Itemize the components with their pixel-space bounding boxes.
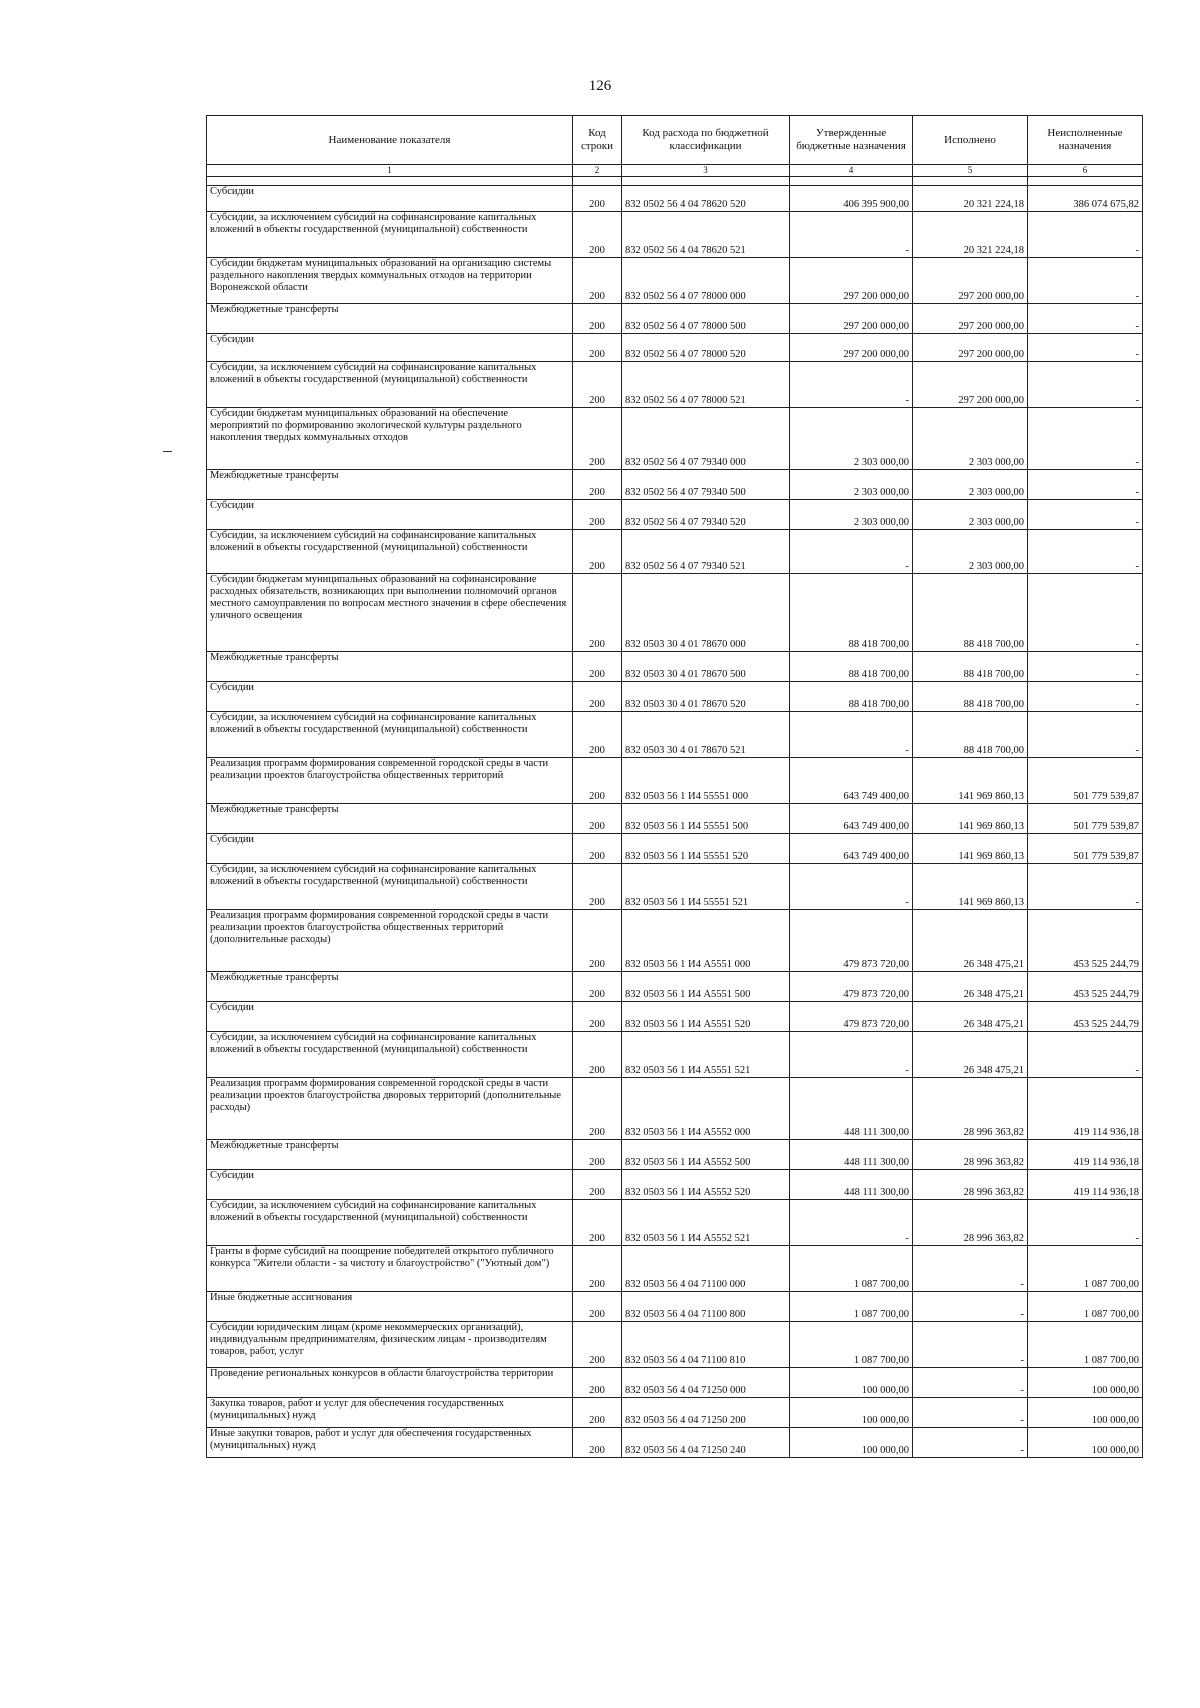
indicator-name-cell: Субсидии бюджетам муниципальных образований на обеспечение мероприятий по формированию экологической культуры раздельного накопления твердых коммунальных отходов xyxy=(207,408,573,470)
executed-amount-cell: 88 418 700,00 xyxy=(913,682,1028,712)
approved-amount-cell: 479 873 720,00 xyxy=(790,1002,913,1032)
approved-amount-cell: 88 418 700,00 xyxy=(790,682,913,712)
row-code-cell: 200 xyxy=(573,530,622,574)
table-row xyxy=(207,334,1143,362)
budget-code-cell: 832 0503 56 4 04 71100 800 xyxy=(622,1292,790,1322)
executed-amount-cell: 2 303 000,00 xyxy=(913,470,1028,500)
executed-amount-cell: - xyxy=(913,1292,1028,1322)
remaining-amount-cell: - xyxy=(1028,500,1143,530)
approved-amount-cell: 643 749 400,00 xyxy=(790,804,913,834)
indicator-name-cell: Субсидии xyxy=(207,500,573,530)
budget-code-cell: 832 0503 56 1 И4 55551 000 xyxy=(622,758,790,804)
remaining-amount-cell: 1 087 700,00 xyxy=(1028,1322,1143,1368)
budget-code-cell: 832 0502 56 4 07 79340 500 xyxy=(622,470,790,500)
executed-amount-cell: - xyxy=(913,1322,1028,1368)
remaining-amount-cell: - xyxy=(1028,1200,1143,1246)
executed-amount-cell: 26 348 475,21 xyxy=(913,972,1028,1002)
table-row xyxy=(207,304,1143,334)
table-row xyxy=(207,682,1143,712)
budget-code-cell: 832 0503 56 1 И4 А5551 521 xyxy=(622,1032,790,1078)
remaining-amount-cell: - xyxy=(1028,652,1143,682)
indicator-name-cell: Межбюджетные трансферты xyxy=(207,972,573,1002)
budget-code-cell: 832 0503 56 4 04 71250 200 xyxy=(622,1398,790,1428)
header-approved: Утвержденные бюджетные назначения xyxy=(790,116,913,165)
table-row xyxy=(207,258,1143,304)
table-row xyxy=(207,500,1143,530)
row-code-cell: 200 xyxy=(573,834,622,864)
executed-amount-cell: 297 200 000,00 xyxy=(913,258,1028,304)
indicator-name-cell: Реализация программ формирования современной городской среды в части реализации проектов благоустройства общественных территорий xyxy=(207,758,573,804)
indicator-name-cell: Межбюджетные трансферты xyxy=(207,804,573,834)
margin-mark xyxy=(163,451,172,452)
approved-amount-cell: 100 000,00 xyxy=(790,1368,913,1398)
table-row xyxy=(207,972,1143,1002)
remaining-amount-cell: 453 525 244,79 xyxy=(1028,1002,1143,1032)
table-row xyxy=(207,1428,1143,1458)
table-row xyxy=(207,470,1143,500)
budget-code-cell: 832 0503 56 1 И4 55551 520 xyxy=(622,834,790,864)
indicator-name-cell: Межбюджетные трансферты xyxy=(207,1140,573,1170)
row-code-cell: 200 xyxy=(573,408,622,470)
budget-code-cell: 832 0502 56 4 07 79340 520 xyxy=(622,500,790,530)
remaining-amount-cell: - xyxy=(1028,530,1143,574)
page-number: 126 xyxy=(588,78,612,94)
remaining-amount-cell: 100 000,00 xyxy=(1028,1368,1143,1398)
indicator-name-cell: Субсидии, за исключением субсидий на софинансирование капитальных вложений в объекты государственной (муниципальной) собственности xyxy=(207,1200,573,1246)
header-indicator-name: Наименование показателя xyxy=(207,116,573,165)
remaining-amount-cell: - xyxy=(1028,712,1143,758)
column-number: 1 xyxy=(207,165,573,177)
executed-amount-cell: 26 348 475,21 xyxy=(913,1032,1028,1078)
indicator-name-cell: Иные бюджетные ассигнования xyxy=(207,1292,573,1322)
approved-amount-cell: 479 873 720,00 xyxy=(790,910,913,972)
row-code-cell: 200 xyxy=(573,1002,622,1032)
column-number: 4 xyxy=(790,165,913,177)
budget-code-cell: 832 0502 56 4 07 78000 520 xyxy=(622,334,790,362)
row-code-cell: 200 xyxy=(573,1246,622,1292)
approved-amount-cell: 2 303 000,00 xyxy=(790,408,913,470)
budget-code-cell: 832 0502 56 4 07 78000 521 xyxy=(622,362,790,408)
executed-amount-cell: 26 348 475,21 xyxy=(913,1002,1028,1032)
indicator-name-cell: Субсидии бюджетам муниципальных образований на софинансирование расходных обязательств, возникающих при выполнении полномочий органов местного самоуправления по вопросам местного значения в сфере обеспечения уличного освещения xyxy=(207,574,573,652)
row-code-cell: 200 xyxy=(573,1140,622,1170)
budget-code-cell: 832 0503 30 4 01 78670 000 xyxy=(622,574,790,652)
table-row xyxy=(207,186,1143,212)
row-code-cell: 200 xyxy=(573,334,622,362)
row-code-cell: 200 xyxy=(573,470,622,500)
budget-code-cell: 832 0503 30 4 01 78670 521 xyxy=(622,712,790,758)
row-code-cell: 200 xyxy=(573,1032,622,1078)
indicator-name-cell: Проведение региональных конкурсов в области благоустройства территории xyxy=(207,1368,573,1398)
approved-amount-cell: 643 749 400,00 xyxy=(790,834,913,864)
indicator-name-cell: Субсидии, за исключением субсидий на софинансирование капитальных вложений в объекты государственной (муниципальной) собственности xyxy=(207,212,573,258)
approved-amount-cell: 2 303 000,00 xyxy=(790,470,913,500)
table-row xyxy=(207,1170,1143,1200)
approved-amount-cell: 479 873 720,00 xyxy=(790,972,913,1002)
executed-amount-cell: 141 969 860,13 xyxy=(913,758,1028,804)
indicator-name-cell: Субсидии, за исключением субсидий на софинансирование капитальных вложений в объекты государственной (муниципальной) собственности xyxy=(207,712,573,758)
remaining-amount-cell: - xyxy=(1028,362,1143,408)
table-row xyxy=(207,212,1143,258)
remaining-amount-cell: 1 087 700,00 xyxy=(1028,1292,1143,1322)
remaining-amount-cell: - xyxy=(1028,408,1143,470)
budget-execution-table xyxy=(206,115,1143,1458)
budget-code-cell: 832 0503 56 4 04 71250 000 xyxy=(622,1368,790,1398)
budget-code-cell: 832 0503 56 1 И4 А5551 500 xyxy=(622,972,790,1002)
table-row xyxy=(207,408,1143,470)
indicator-name-cell: Субсидии бюджетам муниципальных образований на организацию системы раздельного накопления твердых коммунальных отходов на территории Воронежской области xyxy=(207,258,573,304)
table-row xyxy=(207,1140,1143,1170)
executed-amount-cell: 2 303 000,00 xyxy=(913,408,1028,470)
table-row xyxy=(207,1292,1143,1322)
table-row xyxy=(207,1398,1143,1428)
indicator-name-cell: Субсидии xyxy=(207,1002,573,1032)
budget-code-cell: 832 0503 56 1 И4 А5552 000 xyxy=(622,1078,790,1140)
approved-amount-cell: - xyxy=(790,864,913,910)
row-code-cell: 200 xyxy=(573,1200,622,1246)
approved-amount-cell: 1 087 700,00 xyxy=(790,1322,913,1368)
executed-amount-cell: 2 303 000,00 xyxy=(913,500,1028,530)
table-row xyxy=(207,530,1143,574)
executed-amount-cell: 26 348 475,21 xyxy=(913,910,1028,972)
executed-amount-cell: 297 200 000,00 xyxy=(913,334,1028,362)
executed-amount-cell: 297 200 000,00 xyxy=(913,304,1028,334)
column-number: 6 xyxy=(1028,165,1143,177)
row-code-cell: 200 xyxy=(573,574,622,652)
approved-amount-cell: 88 418 700,00 xyxy=(790,652,913,682)
row-code-cell: 200 xyxy=(573,1292,622,1322)
approved-amount-cell: 643 749 400,00 xyxy=(790,758,913,804)
indicator-name-cell: Субсидии, за исключением субсидий на софинансирование капитальных вложений в объекты государственной (муниципальной) собственности xyxy=(207,362,573,408)
indicator-name-cell: Субсидии xyxy=(207,834,573,864)
row-code-cell: 200 xyxy=(573,1170,622,1200)
remaining-amount-cell: - xyxy=(1028,304,1143,334)
table-row xyxy=(207,362,1143,408)
executed-amount-cell: 28 996 363,82 xyxy=(913,1200,1028,1246)
remaining-amount-cell: 100 000,00 xyxy=(1028,1428,1143,1458)
indicator-name-cell: Субсидии, за исключением субсидий на софинансирование капитальных вложений в объекты государственной (муниципальной) собственности xyxy=(207,530,573,574)
executed-amount-cell: 88 418 700,00 xyxy=(913,574,1028,652)
approved-amount-cell: 406 395 900,00 xyxy=(790,186,913,212)
remaining-amount-cell: 501 779 539,87 xyxy=(1028,758,1143,804)
executed-amount-cell: 88 418 700,00 xyxy=(913,652,1028,682)
table-row xyxy=(207,1032,1143,1078)
header-budget-code: Код расхода по бюджетной классификации xyxy=(622,116,790,165)
executed-amount-cell: 20 321 224,18 xyxy=(913,186,1028,212)
approved-amount-cell: 448 111 300,00 xyxy=(790,1140,913,1170)
approved-amount-cell: 100 000,00 xyxy=(790,1428,913,1458)
executed-amount-cell: - xyxy=(913,1428,1028,1458)
row-code-cell: 200 xyxy=(573,758,622,804)
column-number: 5 xyxy=(913,165,1028,177)
indicator-name-cell: Межбюджетные трансферты xyxy=(207,652,573,682)
remaining-amount-cell: 453 525 244,79 xyxy=(1028,910,1143,972)
executed-amount-cell: 28 996 363,82 xyxy=(913,1140,1028,1170)
table-row xyxy=(207,1078,1143,1140)
executed-amount-cell: 141 969 860,13 xyxy=(913,834,1028,864)
table-row xyxy=(207,864,1143,910)
budget-code-cell: 832 0502 56 4 07 78000 500 xyxy=(622,304,790,334)
row-code-cell: 200 xyxy=(573,304,622,334)
row-code-cell: 200 xyxy=(573,864,622,910)
approved-amount-cell: - xyxy=(790,362,913,408)
indicator-name-cell: Иные закупки товаров, работ и услуг для обеспечения государственных (муниципальных) нужд xyxy=(207,1428,573,1458)
executed-amount-cell: 28 996 363,82 xyxy=(913,1078,1028,1140)
row-code-cell: 200 xyxy=(573,972,622,1002)
column-number: 3 xyxy=(622,165,790,177)
approved-amount-cell: - xyxy=(790,712,913,758)
remaining-amount-cell: 453 525 244,79 xyxy=(1028,972,1143,1002)
row-code-cell: 200 xyxy=(573,362,622,408)
approved-amount-cell: 297 200 000,00 xyxy=(790,334,913,362)
remaining-amount-cell: 501 779 539,87 xyxy=(1028,804,1143,834)
table-row xyxy=(207,1368,1143,1398)
budget-code-cell: 832 0503 30 4 01 78670 500 xyxy=(622,652,790,682)
row-code-cell: 200 xyxy=(573,804,622,834)
row-code-cell: 200 xyxy=(573,1078,622,1140)
table-row xyxy=(207,758,1143,804)
row-code-cell: 200 xyxy=(573,1322,622,1368)
indicator-name-cell: Реализация программ формирования современной городской среды в части реализации проектов благоустройства дворовых территорий (дополнительные расходы) xyxy=(207,1078,573,1140)
approved-amount-cell: - xyxy=(790,212,913,258)
remaining-amount-cell: - xyxy=(1028,212,1143,258)
indicator-name-cell: Субсидии xyxy=(207,682,573,712)
remaining-amount-cell: 419 114 936,18 xyxy=(1028,1170,1143,1200)
remaining-amount-cell: 386 074 675,82 xyxy=(1028,186,1143,212)
approved-amount-cell: 88 418 700,00 xyxy=(790,574,913,652)
row-code-cell: 200 xyxy=(573,682,622,712)
budget-code-cell: 832 0503 56 4 04 71100 810 xyxy=(622,1322,790,1368)
approved-amount-cell: - xyxy=(790,1032,913,1078)
table-row xyxy=(207,1246,1143,1292)
executed-amount-cell: 141 969 860,13 xyxy=(913,804,1028,834)
table-row xyxy=(207,574,1143,652)
indicator-name-cell: Межбюджетные трансферты xyxy=(207,304,573,334)
indicator-name-cell: Субсидии xyxy=(207,1170,573,1200)
header-remaining: Неисполненные назначения xyxy=(1028,116,1143,165)
row-code-cell: 200 xyxy=(573,1368,622,1398)
remaining-amount-cell: 1 087 700,00 xyxy=(1028,1246,1143,1292)
budget-code-cell: 832 0503 30 4 01 78670 520 xyxy=(622,682,790,712)
executed-amount-cell: - xyxy=(913,1246,1028,1292)
row-code-cell: 200 xyxy=(573,500,622,530)
budget-code-cell: 832 0503 56 4 04 71250 240 xyxy=(622,1428,790,1458)
row-code-cell: 200 xyxy=(573,1428,622,1458)
header-executed: Исполнено xyxy=(913,116,1028,165)
row-code-cell: 200 xyxy=(573,1398,622,1428)
budget-code-cell: 832 0503 56 1 И4 А5552 500 xyxy=(622,1140,790,1170)
budget-code-cell: 832 0503 56 1 И4 А5552 521 xyxy=(622,1200,790,1246)
remaining-amount-cell: - xyxy=(1028,574,1143,652)
row-code-cell: 200 xyxy=(573,910,622,972)
budget-code-cell: 832 0502 56 4 04 78620 521 xyxy=(622,212,790,258)
approved-amount-cell: 1 087 700,00 xyxy=(790,1246,913,1292)
row-code-cell: 200 xyxy=(573,258,622,304)
header-spacer xyxy=(207,177,1143,186)
executed-amount-cell: - xyxy=(913,1398,1028,1428)
remaining-amount-cell: - xyxy=(1028,258,1143,304)
budget-code-cell: 832 0502 56 4 07 79340 521 xyxy=(622,530,790,574)
indicator-name-cell: Межбюджетные трансферты xyxy=(207,470,573,500)
column-number: 2 xyxy=(573,165,622,177)
row-code-cell: 200 xyxy=(573,186,622,212)
remaining-amount-cell: - xyxy=(1028,334,1143,362)
indicator-name-cell: Закупка товаров, работ и услуг для обеспечения государственных (муниципальных) нужд xyxy=(207,1398,573,1428)
budget-code-cell: 832 0503 56 4 04 71100 000 xyxy=(622,1246,790,1292)
budget-code-cell: 832 0503 56 1 И4 55551 521 xyxy=(622,864,790,910)
table-header-row xyxy=(207,116,1143,165)
indicator-name-cell: Субсидии xyxy=(207,186,573,212)
row-code-cell: 200 xyxy=(573,652,622,682)
indicator-name-cell: Субсидии юридическим лицам (кроме некоммерческих организаций), индивидуальным предпринимателям, физическим лицам - производителям товаров, работ, услуг xyxy=(207,1322,573,1368)
approved-amount-cell: 448 111 300,00 xyxy=(790,1078,913,1140)
executed-amount-cell: 20 321 224,18 xyxy=(913,212,1028,258)
budget-code-cell: 832 0502 56 4 04 78620 520 xyxy=(622,186,790,212)
executed-amount-cell: 2 303 000,00 xyxy=(913,530,1028,574)
column-number-row xyxy=(207,165,1143,177)
header-row-code: Код строки xyxy=(573,116,622,165)
executed-amount-cell: 28 996 363,82 xyxy=(913,1170,1028,1200)
remaining-amount-cell: - xyxy=(1028,470,1143,500)
approved-amount-cell: 1 087 700,00 xyxy=(790,1292,913,1322)
budget-code-cell: 832 0502 56 4 07 79340 000 xyxy=(622,408,790,470)
executed-amount-cell: 297 200 000,00 xyxy=(913,362,1028,408)
approved-amount-cell: 448 111 300,00 xyxy=(790,1170,913,1200)
indicator-name-cell: Гранты в форме субсидий на поощрение победителей открытого публичного конкурса "Жители области - за чистоту и благоустройство" ("Уютный дом") xyxy=(207,1246,573,1292)
budget-code-cell: 832 0502 56 4 07 78000 000 xyxy=(622,258,790,304)
table-row xyxy=(207,712,1143,758)
executed-amount-cell: - xyxy=(913,1368,1028,1398)
approved-amount-cell: 297 200 000,00 xyxy=(790,258,913,304)
remaining-amount-cell: - xyxy=(1028,864,1143,910)
approved-amount-cell: 100 000,00 xyxy=(790,1398,913,1428)
remaining-amount-cell: 419 114 936,18 xyxy=(1028,1140,1143,1170)
budget-code-cell: 832 0503 56 1 И4 55551 500 xyxy=(622,804,790,834)
remaining-amount-cell: - xyxy=(1028,682,1143,712)
table-row xyxy=(207,834,1143,864)
budget-code-cell: 832 0503 56 1 И4 А5551 000 xyxy=(622,910,790,972)
table-row xyxy=(207,1322,1143,1368)
executed-amount-cell: 88 418 700,00 xyxy=(913,712,1028,758)
indicator-name-cell: Субсидии, за исключением субсидий на софинансирование капитальных вложений в объекты государственной (муниципальной) собственности xyxy=(207,1032,573,1078)
table-row xyxy=(207,910,1143,972)
table-row xyxy=(207,652,1143,682)
remaining-amount-cell: - xyxy=(1028,1032,1143,1078)
approved-amount-cell: - xyxy=(790,1200,913,1246)
table-row xyxy=(207,1200,1143,1246)
row-code-cell: 200 xyxy=(573,712,622,758)
remaining-amount-cell: 100 000,00 xyxy=(1028,1398,1143,1428)
approved-amount-cell: 2 303 000,00 xyxy=(790,500,913,530)
executed-amount-cell: 141 969 860,13 xyxy=(913,864,1028,910)
approved-amount-cell: 297 200 000,00 xyxy=(790,304,913,334)
indicator-name-cell: Субсидии, за исключением субсидий на софинансирование капитальных вложений в объекты государственной (муниципальной) собственности xyxy=(207,864,573,910)
indicator-name-cell: Субсидии xyxy=(207,334,573,362)
remaining-amount-cell: 501 779 539,87 xyxy=(1028,834,1143,864)
table-body xyxy=(207,186,1143,1458)
row-code-cell: 200 xyxy=(573,212,622,258)
remaining-amount-cell: 419 114 936,18 xyxy=(1028,1078,1143,1140)
budget-code-cell: 832 0503 56 1 И4 А5551 520 xyxy=(622,1002,790,1032)
indicator-name-cell: Реализация программ формирования современной городской среды в части реализации проектов благоустройства общественных территорий (дополнительные расходы) xyxy=(207,910,573,972)
budget-code-cell: 832 0503 56 1 И4 А5552 520 xyxy=(622,1170,790,1200)
approved-amount-cell: - xyxy=(790,530,913,574)
table-row xyxy=(207,804,1143,834)
table-row xyxy=(207,1002,1143,1032)
